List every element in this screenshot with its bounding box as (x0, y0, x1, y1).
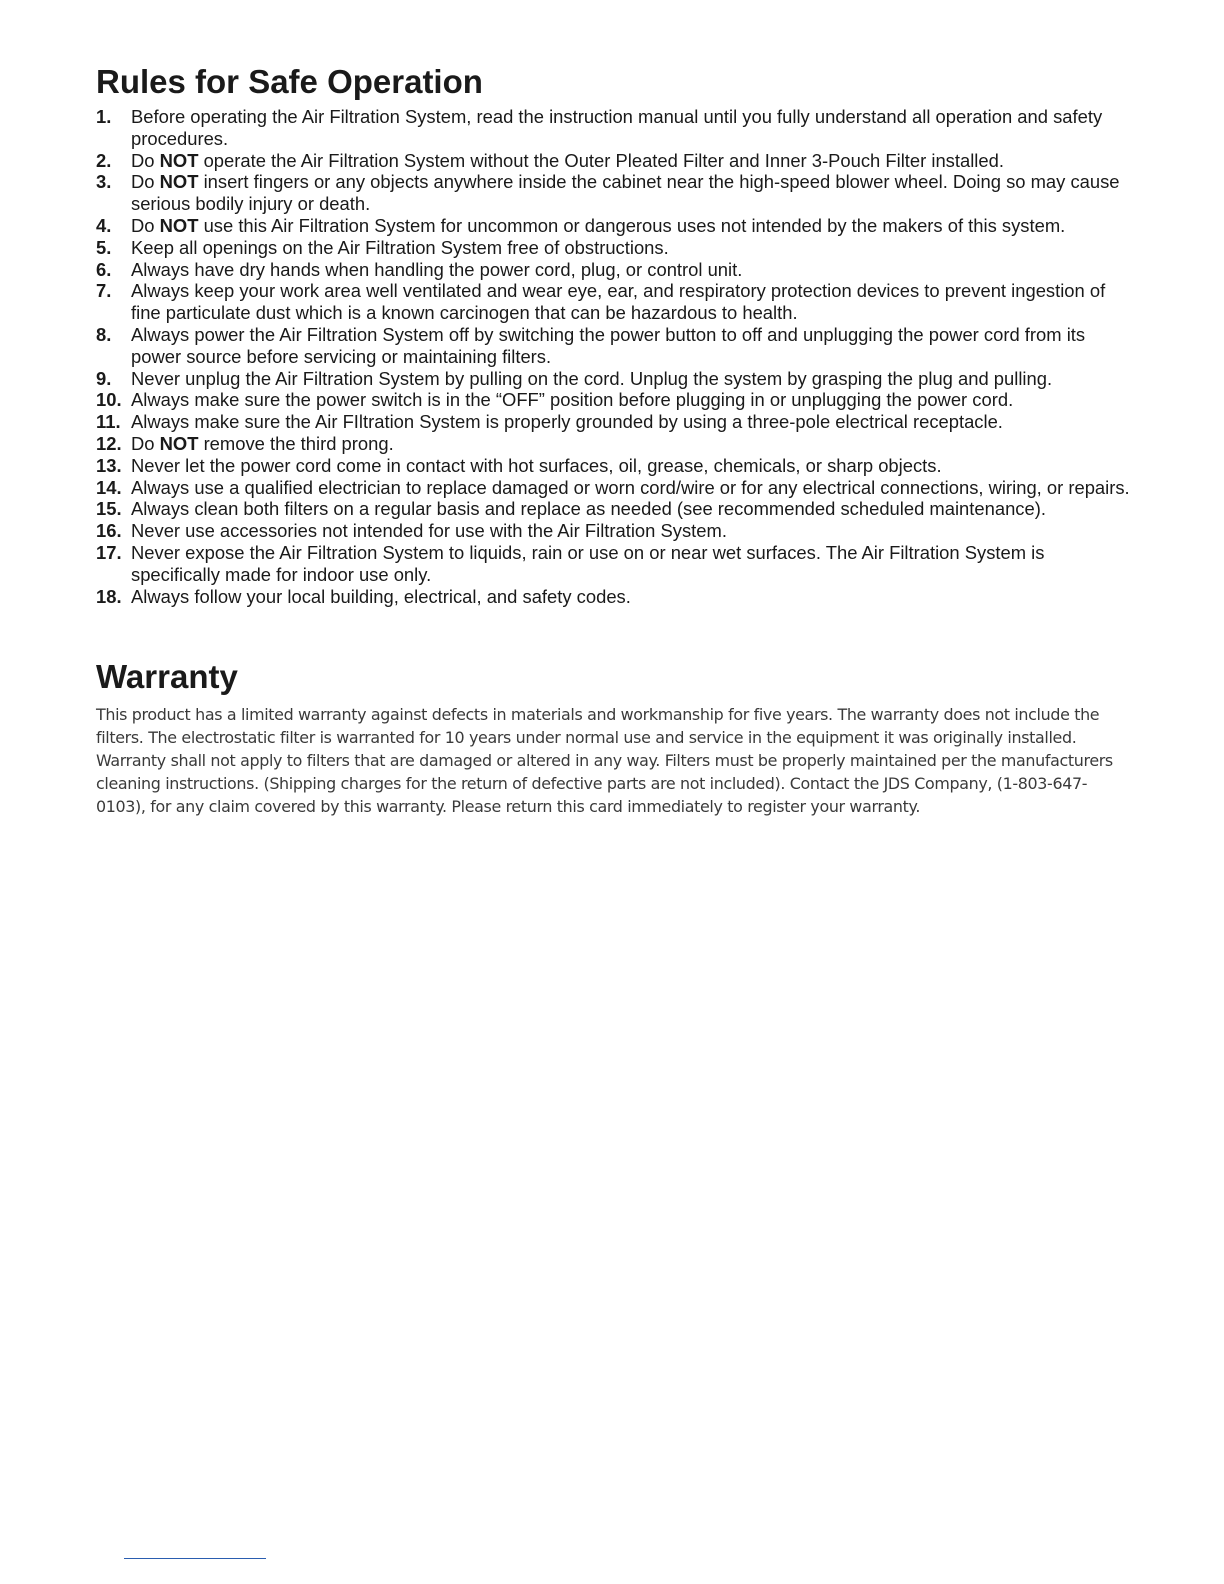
rule-text: Always have dry hands when handling the power cord, plug, or control unit. (131, 258, 743, 280)
rule-text: Do (131, 171, 160, 193)
rule-number: 7. (96, 280, 112, 302)
rule-text-continued: insert fingers or any objects anywhere inside the cabinet near the high-speed blower wheel. Doing so may cause serious bodily injury or death. (131, 171, 1120, 215)
rules-heading: Rules for Safe Operation (96, 63, 483, 100)
rule-number: 2. (96, 149, 112, 171)
rule-item (96, 368, 1136, 390)
rule-number: 16. (96, 520, 122, 542)
rule-item (96, 324, 1136, 368)
rule-item (96, 433, 1136, 455)
rule-number: 8. (96, 323, 112, 345)
rule-number: 3. (96, 171, 112, 193)
rule-text: Do (131, 214, 160, 236)
rule-item (96, 411, 1136, 433)
rule-emphasis: NOT (159, 432, 199, 454)
rule-number: 15. (96, 498, 122, 520)
rule-text: Keep all openings on the Air Filtration System free of obstructions. (131, 236, 669, 258)
rule-item (96, 150, 1136, 172)
rule-text: Never use accessories not intended for use with the Air Filtration System. (131, 520, 727, 542)
rule-text: Never expose the Air Filtration System to liquids, rain or use on or near wet surfaces. The Air Filtration System is specifically made for indoor use only. (131, 541, 1045, 585)
rule-number: 9. (96, 367, 112, 389)
rule-text: Always make sure the Air FIltration System is properly grounded by using a three-pole electrical receptacle. (131, 411, 1003, 433)
rule-text-continued: operate the Air Filtration System without the Outer Pleated Filter and Inner 3-Pouch Filter installed. (198, 149, 1004, 171)
rule-text: Always power the Air Filtration System off by switching the power button to off and unplugging the power cord from its power source before servicing or maintaining filters. (131, 323, 1086, 367)
rules-list (96, 106, 1136, 607)
rule-text: Always clean both filters on a regular basis and replace as needed (see recommended scheduled maintenance). (131, 498, 1046, 520)
rule-number: 11. (96, 411, 121, 433)
rule-number: 18. (96, 585, 122, 607)
rule-item (96, 171, 1136, 215)
rule-text: Before operating the Air Filtration System, read the instruction manual until you fully understand all operation and safety procedures. (131, 106, 1103, 149)
rule-number: 10. (96, 389, 122, 411)
rule-text: Do (131, 149, 160, 171)
rule-text: Do (131, 432, 160, 454)
warranty-heading: Warranty (96, 658, 238, 696)
rule-text: Never let the power cord come in contact with hot surfaces, oil, grease, chemicals, or sharp objects. (131, 454, 942, 476)
rule-item (96, 455, 1136, 477)
rule-number: 1. (96, 106, 112, 127)
rule-item (96, 586, 1136, 608)
rule-item (96, 237, 1136, 259)
rule-text: Always keep your work area well ventilated and wear eye, ear, and respiratory protection devices to prevent ingestion of fine particulate dust which is a known carcinogen that can be hazardous to health. (131, 280, 1106, 324)
rule-number: 6. (96, 258, 112, 280)
rule-item (96, 542, 1136, 586)
rule-text: Always follow your local building, electrical, and safety codes. (131, 585, 631, 607)
rule-item (96, 106, 1136, 150)
warranty-text: This product has a limited warranty against defects in materials and workmanship for five years. The warranty does not include the filters. The electrostatic filter is warranted for 10 years under normal use and service in the equipment it was originally installed. Warranty shall not apply to filters that are damaged or altered in any way. Filters must be properly maintained per the manufacturers cleaning instructions. (Shipping charges for the return of defective parts are not included). Contact the JDS Company, (1-803-647-0103), for any claim covered by this warranty. Please return this card immediately to register your warranty. (96, 705, 1113, 817)
rule-text: Always use a qualified electrician to replace damaged or worn cord/wire or for any electrical connections, wiring, or repairs. (131, 476, 1130, 498)
rule-emphasis: NOT (159, 171, 199, 193)
rule-number: 4. (96, 214, 112, 236)
rule-number: 14. (96, 476, 122, 498)
rule-number: 12. (96, 432, 122, 454)
document-page (96, 62, 1136, 818)
rules-section (96, 62, 1136, 607)
rule-item (96, 477, 1136, 499)
rule-item (96, 215, 1136, 237)
rule-number: 13. (96, 454, 122, 476)
rule-text: Never unplug the Air Filtration System by pulling on the cord. Unplug the system by grasping the plug and pulling. (131, 367, 1053, 389)
rule-item (96, 389, 1136, 411)
rule-item (96, 280, 1136, 324)
rule-number: 5. (96, 236, 112, 258)
rule-item (96, 520, 1136, 542)
rule-emphasis: NOT (159, 149, 199, 171)
rule-text-continued: use this Air Filtration System for uncommon or dangerous uses not intended by the makers of this system. (198, 214, 1066, 236)
rule-emphasis: NOT (159, 214, 199, 236)
rule-item (96, 498, 1136, 520)
footer-rule (124, 1558, 266, 1559)
rule-text-continued: remove the third prong. (198, 432, 394, 454)
warranty-section (96, 657, 1136, 818)
rule-text: Always make sure the power switch is in the “OFF” position before plugging in or unplugging the power cord. (131, 389, 1014, 411)
rule-item (96, 259, 1136, 281)
rule-number: 17. (96, 541, 122, 563)
